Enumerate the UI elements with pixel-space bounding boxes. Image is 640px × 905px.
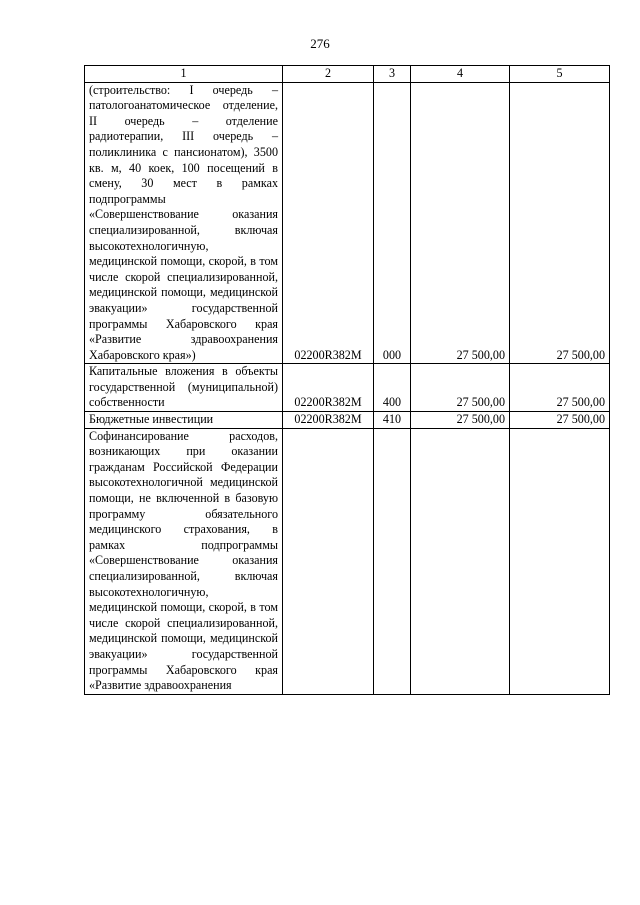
page-number: 276 xyxy=(310,36,330,51)
table-row xyxy=(85,82,610,364)
row-kind: 000 xyxy=(374,82,411,364)
row-description: Бюджетные инвестиции xyxy=(85,412,283,429)
row-code: 02200R382M xyxy=(283,364,374,412)
column-header-4: 4 xyxy=(411,66,510,83)
column-header-1: 1 xyxy=(85,66,283,83)
column-header-3: 3 xyxy=(374,66,411,83)
table-row xyxy=(85,412,610,429)
row-amount-1: 27 500,00 xyxy=(411,412,510,429)
row-description: Софинансирование расходов, возникающих при оказании гражданам Российской Федерации высокотехнологичной медицинской помощи, не включенной в базовую программу обязательного медицинского страхования, в рамках подпрограммы «Совершенствование оказания специализированной, включая высокотехнологичную, медицинской помощи, скорой, в том числе скорой специализированной, медицинской помощи, медицинской эвакуации» государственной программы Хабаровского края «Развитие здравоохранения xyxy=(85,428,283,694)
budget-table xyxy=(84,65,610,695)
row-description: Капитальные вложения в объекты государственной (муниципальной) собственности xyxy=(85,364,283,412)
row-amount-1: 27 500,00 xyxy=(411,364,510,412)
row-code: 02200R382M xyxy=(283,412,374,429)
row-kind xyxy=(374,428,411,694)
row-amount-1: 27 500,00 xyxy=(411,82,510,364)
column-header-2: 2 xyxy=(283,66,374,83)
row-amount-2: 27 500,00 xyxy=(510,412,610,429)
table-row xyxy=(85,428,610,694)
column-header-5: 5 xyxy=(510,66,610,83)
row-amount-2 xyxy=(510,428,610,694)
row-amount-2: 27 500,00 xyxy=(510,364,610,412)
row-amount-1 xyxy=(411,428,510,694)
row-description: (строительство: I очередь – патологоанатомическое отделение, II очередь – отделение радиотерапии, III очередь – поликлиника с пансионатом), 3500 кв. м, 40 коек, 100 посещений в смену, 30 мест в рамках подпрограммы «Совершенствование оказания специализированной, включая высокотехнологичную, медицинской помощи, скорой, в том числе скорой специализированной, медицинской помощи, медицинской эвакуации» государственной программы Хабаровского края «Развитие здравоохранения Хабаровского края») xyxy=(85,82,283,364)
table-row xyxy=(85,364,610,412)
header-row xyxy=(85,66,610,83)
row-code: 02200R382M xyxy=(283,82,374,364)
row-kind: 400 xyxy=(374,364,411,412)
row-amount-2: 27 500,00 xyxy=(510,82,610,364)
row-kind: 410 xyxy=(374,412,411,429)
row-code xyxy=(283,428,374,694)
